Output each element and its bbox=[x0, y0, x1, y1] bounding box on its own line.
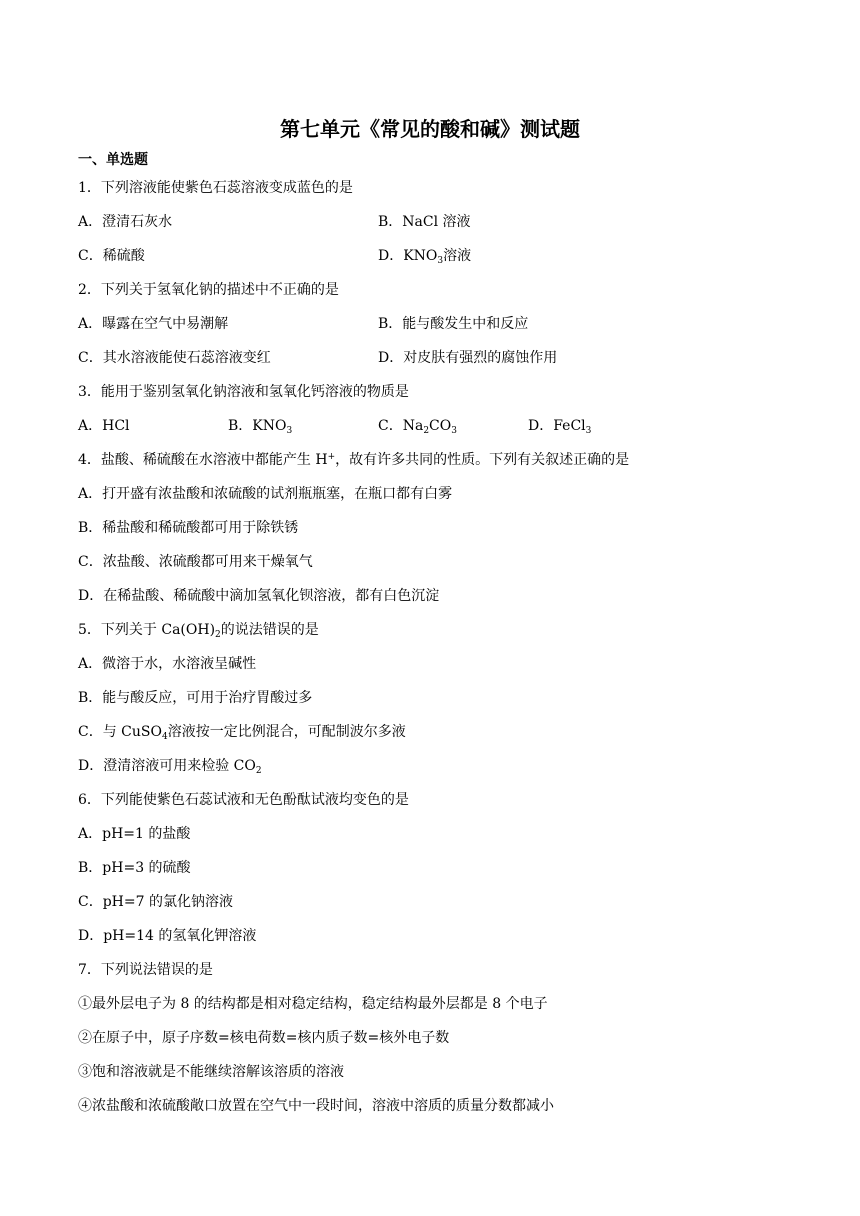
question-7-stem: 7．下列说法错误的是 bbox=[78, 962, 213, 978]
question-7-statement-4: ④浓盐酸和浓硫酸敞口放置在空气中一段时间，溶液中溶质的质量分数都减小 bbox=[78, 1098, 554, 1114]
question-7-statement-1: ①最外层电子为 8 的结构都是相对稳定结构，稳定结构最外层都是 8 个电子 bbox=[78, 996, 548, 1012]
question-6-option-b: B．pH=3 的硫酸 bbox=[78, 860, 191, 876]
question-2-option-a: A．曝露在空气中易潮解 bbox=[78, 316, 229, 332]
question-3-option-d: D．FeCl$_3$ bbox=[528, 418, 592, 436]
question-6-option-d: D．pH=14 的氢氧化钾溶液 bbox=[78, 928, 257, 944]
page-title: 第七单元《常见的酸和碱》测试题 bbox=[280, 117, 580, 141]
question-7-statement-2: ②在原子中，原子序数=核电荷数=核内质子数=核外电子数 bbox=[78, 1030, 450, 1046]
question-5-option-a: A．微溶于水，水溶液呈碱性 bbox=[78, 656, 257, 672]
question-5-option-c: C．与 CuSO$_4$溶液按一定比例混合，可配制波尔多液 bbox=[78, 724, 406, 742]
question-2-option-d: D．对皮肤有强烈的腐蚀作用 bbox=[378, 350, 558, 366]
question-4-option-b: B．稀盐酸和稀硫酸都可用于除铁锈 bbox=[78, 520, 299, 536]
question-5-stem: 5．下列关于 $Ca(OH)_2$的说法错误的是 bbox=[78, 622, 319, 640]
question-2-option-b: B．能与酸发生中和反应 bbox=[378, 316, 529, 332]
question-3-option-b: B．$KNO_3$ bbox=[228, 418, 293, 436]
question-5-option-b: B．能与酸反应，可用于治疗胃酸过多 bbox=[78, 690, 313, 706]
question-1-option-c: C．稀硫酸 bbox=[78, 248, 145, 264]
question-1-option-b: B．NaCl 溶液 bbox=[378, 214, 471, 230]
question-3-stem: 3．能用于鉴别氢氧化钠溶液和氢氧化钙溶液的物质是 bbox=[78, 384, 409, 400]
question-1-stem: 1．下列溶液能使紫色石蕊溶液变成蓝色的是 bbox=[78, 180, 353, 196]
question-6-stem: 6．下列能使紫色石蕊试液和无色酚酞试液均变色的是 bbox=[78, 792, 409, 808]
question-4-stem: 4．盐酸、稀硫酸在水溶液中都能产生 H+，故有许多共同的性质。下列有关叙述正确的是 bbox=[78, 452, 630, 468]
question-4-option-c: C．浓盐酸、浓硫酸都可用来干燥氧气 bbox=[78, 554, 313, 570]
question-4-option-a: A．打开盛有浓盐酸和浓硫酸的试剂瓶瓶塞，在瓶口都有白雾 bbox=[78, 486, 453, 502]
question-6-option-a: A．pH=1 的盐酸 bbox=[78, 826, 191, 842]
question-2-option-c: C．其水溶液能使石蕊溶液变红 bbox=[78, 350, 271, 366]
question-4-option-d: D．在稀盐酸、稀硫酸中滴加氢氧化钡溶液，都有白色沉淀 bbox=[78, 588, 440, 604]
question-6-option-c: C．pH=7 的氯化钠溶液 bbox=[78, 894, 233, 910]
question-1-option-a: A．澄清石灰水 bbox=[78, 214, 173, 230]
section-heading: 一、单选题 bbox=[78, 152, 148, 168]
question-3-option-c: C．$Na_2CO_3$ bbox=[378, 418, 457, 436]
question-1-option-d: D．$KNO_3$溶液 bbox=[378, 248, 472, 266]
question-5-option-d: D．澄清溶液可用来检验 $CO_2$ bbox=[78, 758, 262, 776]
question-3-option-a: A．HCl bbox=[78, 418, 130, 434]
question-7-statement-3: ③饱和溶液就是不能继续溶解该溶质的溶液 bbox=[78, 1064, 344, 1080]
question-2-stem: 2．下列关于氢氧化钠的描述中不正确的是 bbox=[78, 282, 339, 298]
